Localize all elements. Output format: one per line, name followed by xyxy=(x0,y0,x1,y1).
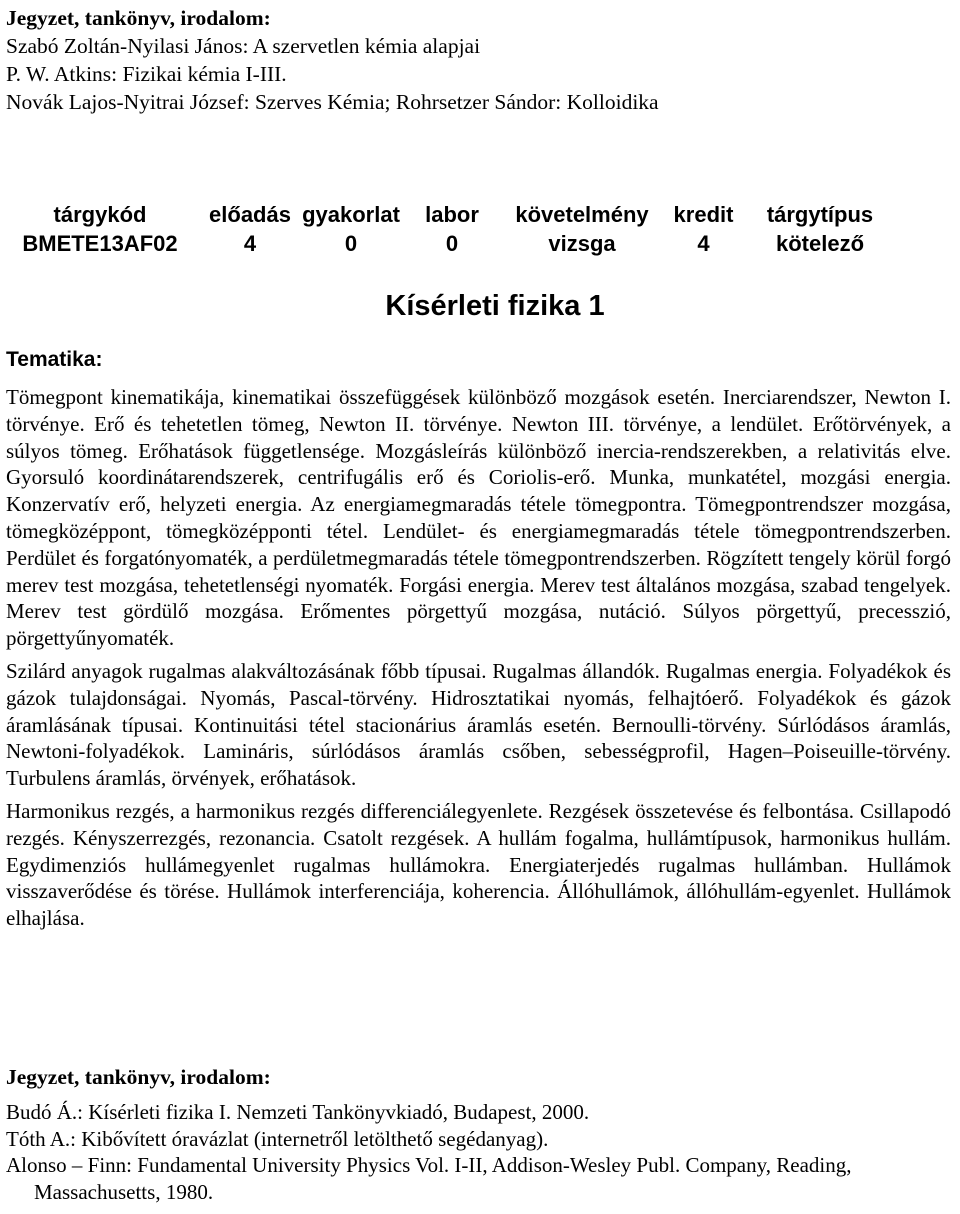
literature-heading: Jegyzet, tankönyv, irodalom: xyxy=(6,6,271,30)
previous-literature-section xyxy=(6,4,951,117)
header-kredit: kredit xyxy=(673,201,734,227)
header-labor: labor xyxy=(425,201,479,227)
literature-line: Szabó Zoltán-Nyilasi János: A szervetlen kémia alapjai xyxy=(6,34,481,58)
value-labor: 0 xyxy=(445,230,459,256)
tematika-body xyxy=(6,384,951,932)
header-kovetelmeny: követelmény xyxy=(515,201,649,227)
header-targytipus: tárgytípus xyxy=(766,201,874,227)
subject-info-table xyxy=(0,200,895,258)
literature-item: Alonso – Finn: Fundamental University Physics Vol. I-II, Addison-Wesley Publ. Company, Reading, Massachusetts, 1980. xyxy=(6,1153,852,1204)
literature-list xyxy=(6,1099,951,1205)
literature-heading: Jegyzet, tankönyv, irodalom: xyxy=(6,1065,271,1089)
value-targykod: BMETE13AF02 xyxy=(22,230,178,256)
header-eloadas: előadás xyxy=(209,201,291,227)
value-kredit: 4 xyxy=(697,230,710,256)
course-title: Kísérleti fizika 1 xyxy=(385,290,605,322)
literature-item: Tóth A.: Kibővített óravázlat (internetről letölthető segédanyag). xyxy=(6,1126,549,1151)
tematika-paragraph: Harmonikus rezgés, a harmonikus rezgés differenciálegyenlete. Rezgések összetevése és felbontása. Csillapodó rezgés. Kényszerrezgés, rezonancia. Csatolt rezgések. A hullám fogalma, hullámtípusok, harmonikus hullám. Egydimenziós hullámegyenlet rugalmas hullámokra. Energiaterjedés rugalmas hullámban. Hullámok visszaverődése és törése. Hullámok interferenciája, koherencia. Állóhullámok, állóhullám-egyenlet. Hullámok elhajlása. xyxy=(6,798,951,931)
value-eloadas: 4 xyxy=(243,230,257,256)
literature-line: Novák Lajos-Nyitrai József: Szerves Kémia; Rohrsetzer Sándor: Kolloidika xyxy=(6,90,659,115)
literature-line: P. W. Atkins: Fizikai kémia I-III. xyxy=(6,62,287,87)
value-kovetelmeny: vizsga xyxy=(548,230,616,256)
value-gyakorlat: 0 xyxy=(344,230,358,256)
header-gyakorlat: gyakorlat xyxy=(302,201,400,227)
tematika-paragraph: Szilárd anyagok rugalmas alakváltozásának főbb típusai. Rugalmas állandók. Rugalmas energia. Folyadékok és gázok tulajdonságai. Nyomás, Pascal-törvény. Hidrosztatikai nyomás, felhajtóerő. Folyadékok és gázok áramlásának típusai. Kontinuitási tétel stacionárius áramlás esetén. Bernoulli-törvény. Súrlódásos áramlás, Newtoni-folyadékok. Lamináris, súrlódásos áramlás csőben, sebességprofil, Hagen–Poiseuille-törvény. Turbulens áramlás, örvények, erőhatások. xyxy=(6,658,951,791)
literature-item: Budó Á.: Kísérleti fizika I. Nemzeti Tankönyvkiadó, Budapest, 2000. xyxy=(6,1100,590,1124)
subject-value-row xyxy=(0,229,895,258)
tematika-paragraph: Tömegpont kinematikája, kinematikai összefüggések különböző mozgások esetén. Inerciarendszer, Newton I. törvénye. Erő és tehetetlen tömeg, Newton II. törvénye. Newton III. törvénye, a lendület. Erőtörvények, a súlyos tömeg. Erőhatások függetlensége. Mozgásleírás különböző inercia-rendszerekben, a relativitás elve. Gyorsuló koordinátarendszerek, centrifugális erő és Coriolis-erő. Munka, munkatétel, mozgási energia. Konzervatív erő, helyzeti energia. Az energiamegmaradás tétele tömegpontra. Tömegpontrendszer mozgása, tömegközéppont, tömegközépponti tétel. Lendület- és energiamegmaradás tétele tömegpontrendszerben. Perdület és forgatónyomaték, a perdületmegmaradás tétele tömegpontrendszerben. Rögzített tengely körül forgó merev test mozgása, tehetetlenségi nyomaték. Forgási energia. Merev test általános mozgása, szabad tengelyek. Merev test gördülő mozgása. Erőmentes pörgettyű mozgása, nutáció. Súlyos pörgettyű, precesszió, pörgettyűnyomaték. xyxy=(6,385,951,651)
value-targytipus: kötelező xyxy=(775,230,865,256)
subject-header-row xyxy=(0,200,895,229)
tematika-label: Tematika: xyxy=(6,348,103,371)
header-targykod: tárgykód xyxy=(53,201,147,227)
